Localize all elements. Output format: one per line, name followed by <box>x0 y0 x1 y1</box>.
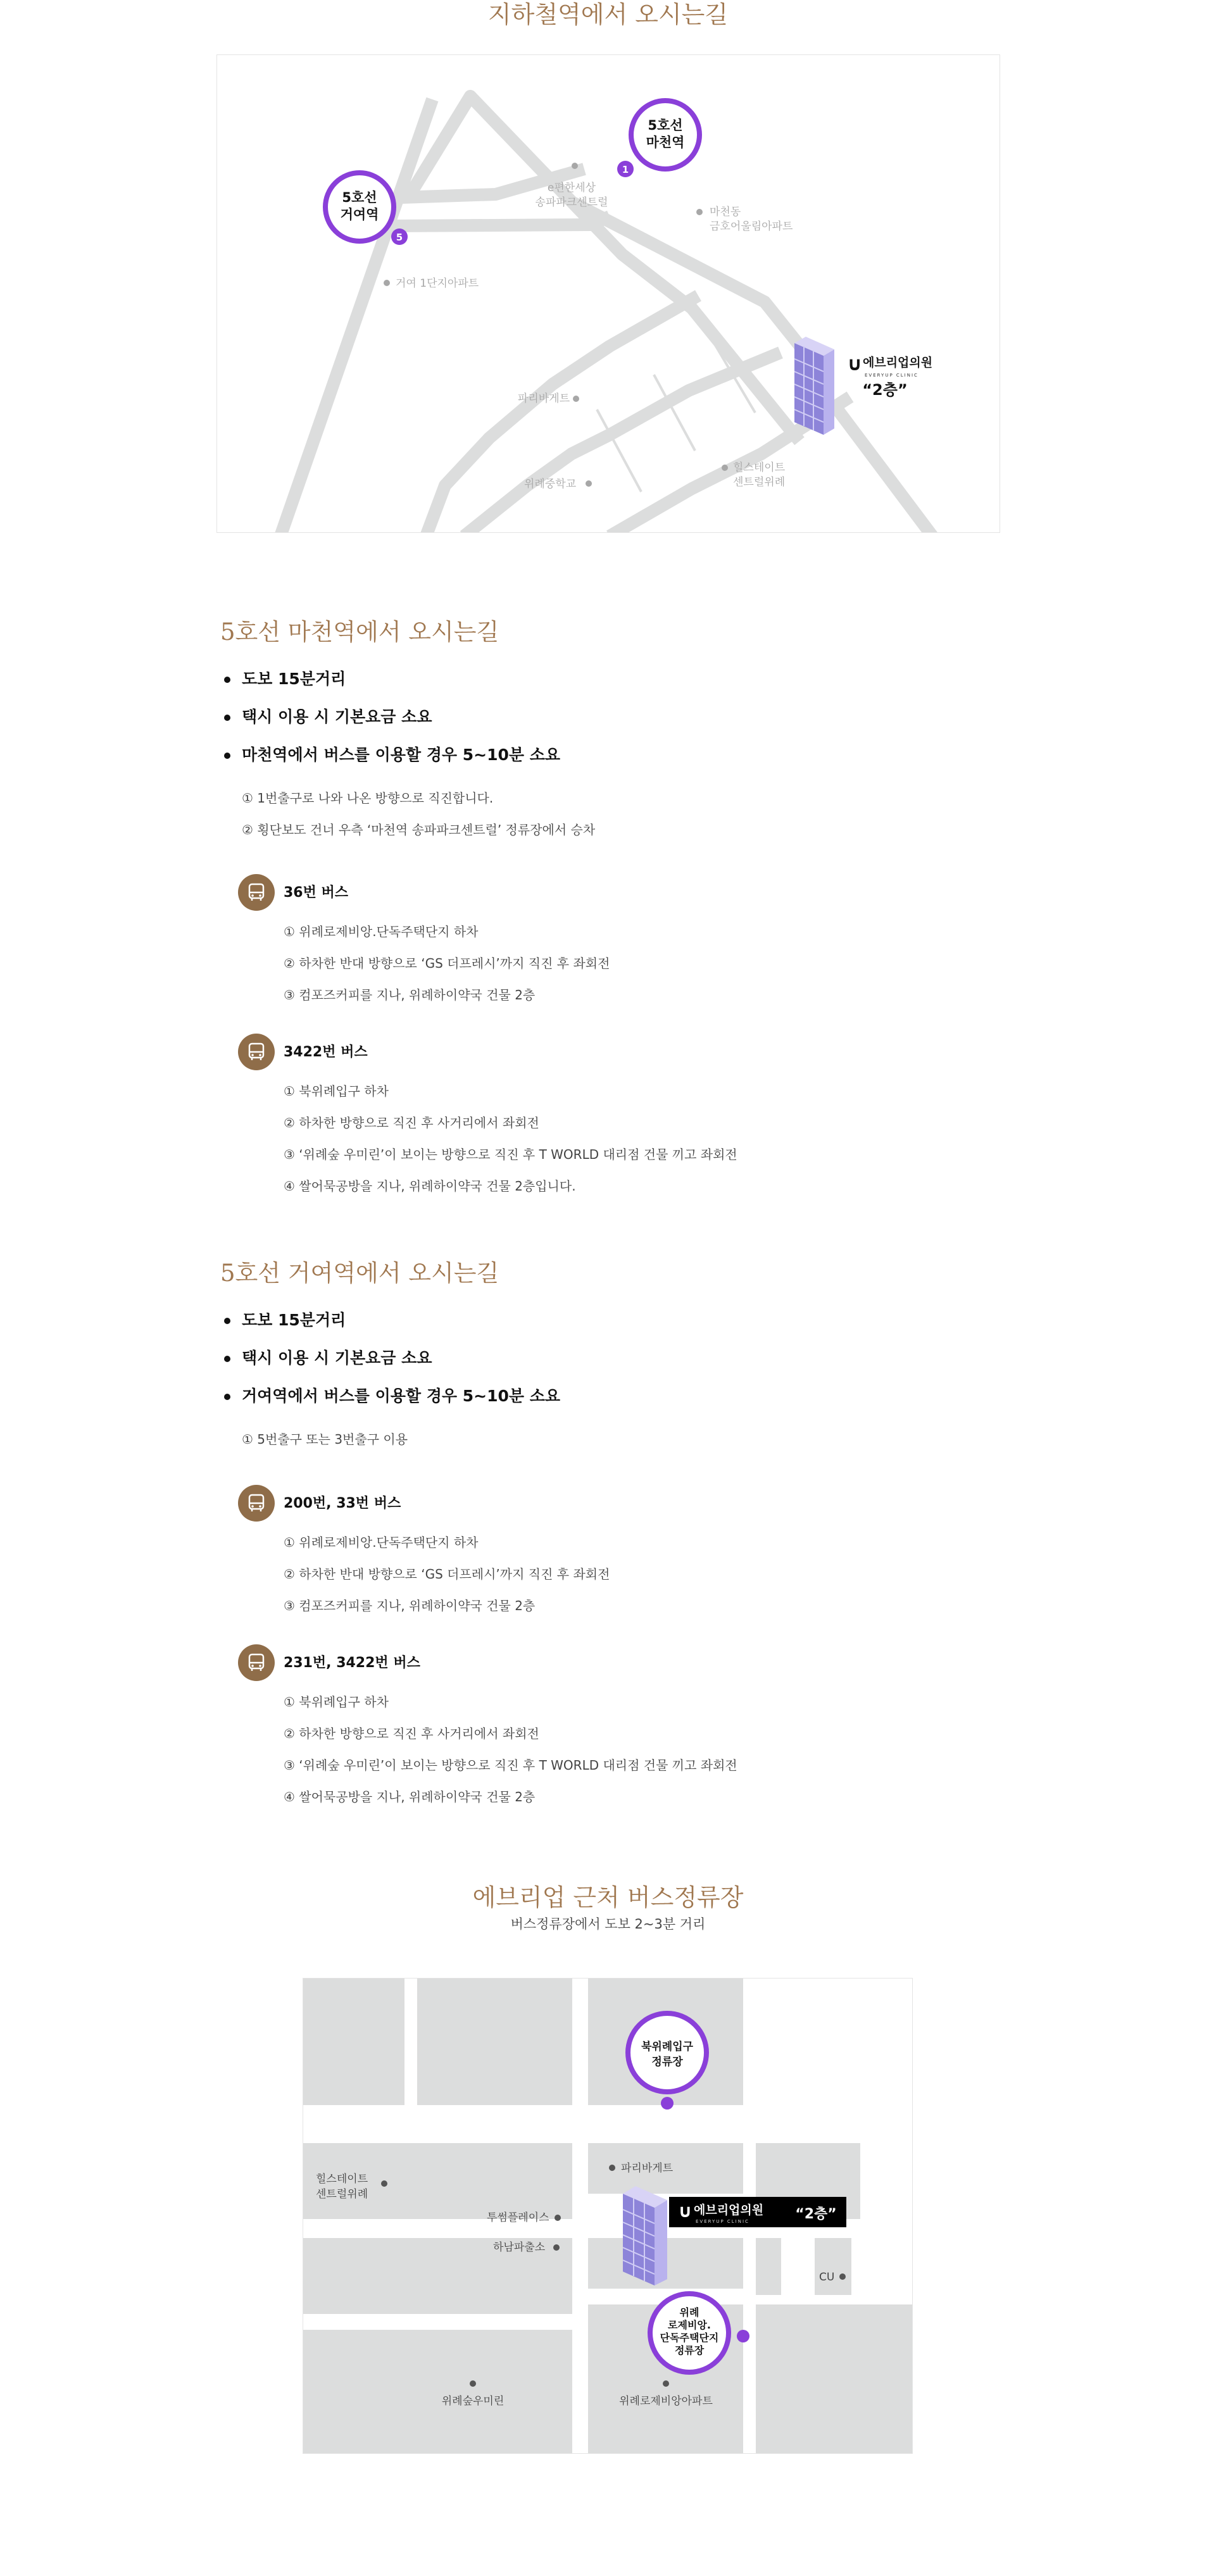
busstop-north-pin <box>661 2097 674 2110</box>
bullet-item <box>223 736 560 774</box>
bus-route-231-3422 <box>238 1644 737 1813</box>
bullet-text: 마천역에서 버스를 이용할 경우 5~10분 소요 <box>242 746 561 764</box>
landmark-paris: 파리바게트 <box>518 392 570 405</box>
building-icon <box>794 337 834 435</box>
clinic-name: 에브리업의원 <box>694 2203 764 2217</box>
bus-label: 36번 버스 <box>284 885 349 901</box>
step-item: ② 횡단보도 건너 우측 ‘마천역 송파파크센트럴’ 정류장에서 승차 <box>242 822 596 837</box>
bus-step: ② 하차한 반대 방향으로 ‘GS 더프레시’까지 직진 후 좌회전 <box>284 1566 610 1582</box>
map-block <box>815 2238 851 2295</box>
step-item: ① 1번출구로 나와 나온 방향으로 직진합니다. <box>242 791 494 806</box>
landmark-dot <box>381 2180 387 2187</box>
landmark-cu: CU <box>819 2271 835 2284</box>
bus-step: ① 북위례입구 하차 <box>284 1694 389 1710</box>
landmark-dot <box>573 396 579 402</box>
map-block <box>756 2238 781 2295</box>
bus-step: ② 하차한 반대 방향으로 ‘GS 더프레시’까지 직진 후 좌회전 <box>284 956 610 971</box>
page-title-subway: 지하철역에서 오시는길 <box>487 1 729 28</box>
geoyeo-bullet-list <box>223 1301 560 1415</box>
landmark-hills-line2: 센트럴위례 <box>316 2188 368 2201</box>
macheon-bullet-list <box>223 660 560 774</box>
bullet-dot <box>224 753 230 759</box>
bullet-text: 택시 이용 시 기본요금 소요 <box>242 1349 432 1367</box>
landmark-twosome: 투썸플레이스 <box>487 2211 549 2224</box>
landmark-macheon-apt-line1: 마천동 <box>710 206 741 218</box>
section-title-busstop: 에브리업 근처 버스정류장 <box>472 1884 744 1911</box>
clinic-name: 에브리업의원 <box>863 356 933 370</box>
macheon-step-list <box>242 782 595 846</box>
bullet-text: 도보 15분거리 <box>242 1311 346 1329</box>
section-title-macheon: 5호선 마천역에서 오시는길 <box>220 618 499 646</box>
subway-map <box>216 54 1000 533</box>
landmark-dot <box>696 209 703 215</box>
landmark-hills-line1: 힐스테이트 <box>316 2173 368 2185</box>
busstop-map-svg <box>303 1979 913 2454</box>
landmark-paris: 파리바게트 <box>621 2162 674 2175</box>
bullet-dot <box>224 1356 230 1362</box>
landmark-school: 위례중학교 <box>524 478 577 491</box>
landmark-dot <box>722 465 728 471</box>
bullet-dot <box>224 715 230 721</box>
bus-step: ④ 쌀어묵공방을 지나, 위례하이약국 건물 2층 <box>284 1789 536 1804</box>
map-road <box>280 99 432 533</box>
clinic-floor: “2층” <box>795 2206 837 2222</box>
station-macheon-name: 마천역 <box>646 135 685 150</box>
map-block <box>303 2330 572 2454</box>
bus-step: ③ 컴포즈커피를 지나, 위례하이약국 건물 2층 <box>284 1598 536 1613</box>
landmark-dot <box>609 2165 615 2171</box>
bus-route-36 <box>238 874 610 1011</box>
bullet-item <box>223 698 560 736</box>
bullet-dot <box>224 677 230 683</box>
map-block <box>417 1979 572 2105</box>
bus-icon <box>238 1034 275 1070</box>
station-macheon-line: 5호선 <box>648 118 683 133</box>
bullet-text: 거여역에서 버스를 이용할 경우 5~10분 소요 <box>242 1387 561 1405</box>
map-block <box>756 2304 913 2454</box>
landmark-hills-line1: 힐스테이트 <box>733 461 786 474</box>
landmark-geoyeo-apt: 거여 1단지아파트 <box>396 277 479 290</box>
landmark-dot <box>572 163 578 169</box>
bullet-item <box>223 1301 560 1339</box>
busstop-north-line2: 정류장 <box>651 2056 683 2068</box>
bus-label: 200번, 33번 버스 <box>284 1496 401 1511</box>
bus-step: ① 위례로제비앙.단독주택단지 하차 <box>284 1535 479 1550</box>
map-road <box>388 216 610 226</box>
landmark-dot <box>839 2273 846 2280</box>
bullet-dot <box>224 1394 230 1400</box>
bus-step: ① 북위례입구 하차 <box>284 1084 389 1099</box>
bullet-item <box>223 660 560 698</box>
bus-step: ③ 컴포즈커피를 지나, 위례하이약국 건물 2층 <box>284 987 536 1003</box>
clinic-sub: EVERYUP CLINIC <box>865 373 918 378</box>
bus-step-list <box>284 1686 737 1813</box>
map-block <box>303 1979 404 2105</box>
landmark-dot <box>470 2380 476 2387</box>
exit-number-macheon: 1 <box>622 164 629 175</box>
exit-number-geoyeo: 5 <box>396 232 403 243</box>
bus-route-200-33 <box>238 1485 610 1622</box>
bus-step: ③ ‘위례숲 우미린’이 보이는 방향으로 직진 후 T WORLD 대리점 건물 끼고 좌회전 <box>284 1758 737 1773</box>
bus-step-list <box>284 1075 737 1202</box>
bus-icon <box>238 1485 275 1522</box>
busstop-map <box>303 1978 913 2454</box>
landmark-dot <box>663 2380 669 2387</box>
busstop-south-line3: 단독주택단지 <box>660 2332 719 2344</box>
clinic-label <box>669 2197 846 2227</box>
station-geoyeo-name: 거여역 <box>340 207 379 222</box>
bus-icon <box>238 874 275 911</box>
map-road <box>837 410 932 533</box>
bus-step: ① 위례로제비앙.단독주택단지 하차 <box>284 924 479 939</box>
map-road <box>464 353 780 533</box>
landmark-umirin: 위례숲우미린 <box>441 2395 505 2408</box>
building-icon <box>623 2186 667 2285</box>
busstop-south-line2: 로제비앙. <box>668 2319 711 2331</box>
subway-map-svg <box>217 55 1000 533</box>
bullet-item <box>223 1339 560 1377</box>
bullet-text: 도보 15분거리 <box>242 670 346 688</box>
landmark-macheon-apt-line2: 금호어울림아파트 <box>710 220 793 233</box>
bus-step: ④ 쌀어묵공방을 지나, 위례하이약국 건물 2층입니다. <box>284 1179 576 1194</box>
bus-icon <box>238 1644 275 1681</box>
clinic-floor: “2층” <box>862 381 908 399</box>
landmark-dot <box>586 480 592 487</box>
geoyeo-step-list <box>242 1423 408 1455</box>
busstop-north-line1: 북위례입구 <box>641 2041 694 2053</box>
clinic-label <box>847 353 932 399</box>
busstop-south-line1: 위례 <box>679 2306 699 2318</box>
bus-step: ② 하차한 방향으로 직진 후 사거리에서 좌회전 <box>284 1726 539 1741</box>
bus-route-3422 <box>238 1034 737 1202</box>
section-title-geoyeo: 5호선 거여역에서 오시는길 <box>220 1260 499 1287</box>
bus-label: 231번, 3422번 버스 <box>284 1655 420 1671</box>
bus-step-list <box>284 1527 610 1622</box>
landmark-dot <box>553 2244 560 2251</box>
everyup-logo-icon: ∪ <box>678 2201 693 2222</box>
busstop-south-pin <box>737 2330 749 2342</box>
bullet-item <box>223 1377 560 1415</box>
bus-step: ③ ‘위례숲 우미린’이 보이는 방향으로 직진 후 T WORLD 대리점 건물 끼고 좌회전 <box>284 1147 737 1162</box>
landmark-dot <box>384 280 390 286</box>
bus-label: 3422번 버스 <box>284 1044 368 1060</box>
clinic-sub: EVERYUP CLINIC <box>696 2219 749 2224</box>
bus-step: ② 하차한 방향으로 직진 후 사거리에서 좌회전 <box>284 1115 539 1130</box>
landmark-police: 하남파출소 <box>493 2241 546 2254</box>
landmark-emart-line2: 송파파크센트럴 <box>535 196 608 209</box>
bullet-dot <box>224 1318 230 1324</box>
busstop-south-line4: 정류장 <box>674 2344 705 2356</box>
step-item: ① 5번출구 또는 3번출구 이용 <box>242 1432 408 1447</box>
landmark-emart-line1: e편한세상 <box>547 182 596 194</box>
bullet-text: 택시 이용 시 기본요금 소요 <box>242 708 432 726</box>
everyup-logo-icon: ∪ <box>847 353 863 375</box>
landmark-hills-line2: 센트럴위례 <box>733 476 786 489</box>
bus-step-list <box>284 916 610 1011</box>
station-geoyeo-line: 5호선 <box>342 190 377 205</box>
landmark-rosebian: 위례로제비앙아파트 <box>619 2395 713 2408</box>
section-subtitle-busstop: 버스정류장에서 도보 2~3분 거리 <box>510 1916 706 1932</box>
landmark-dot <box>555 2215 561 2221</box>
